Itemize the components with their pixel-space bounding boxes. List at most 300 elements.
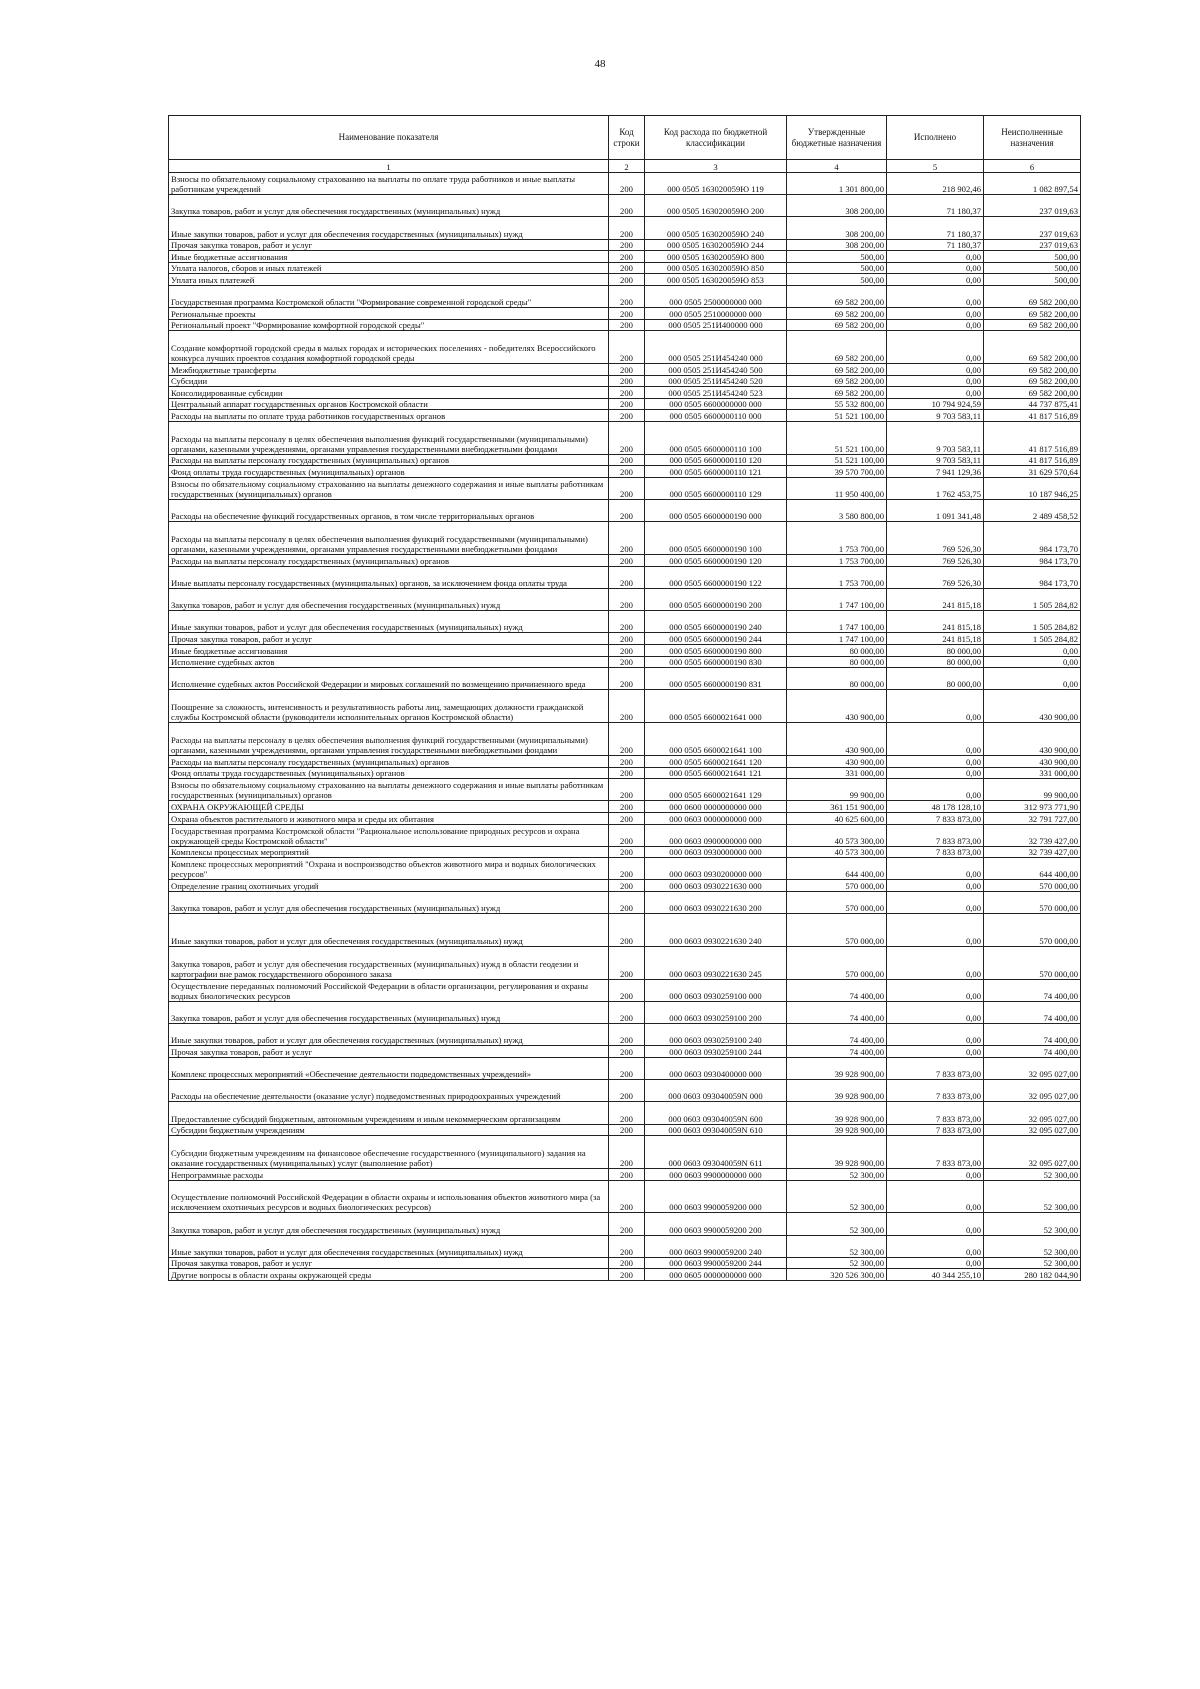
row-executed-amount: 241 815,18 (887, 611, 984, 633)
row-line-code: 200 (609, 454, 645, 466)
row-executed-amount: 0,00 (887, 387, 984, 399)
row-line-code: 200 (609, 668, 645, 690)
row-line-code: 200 (609, 1058, 645, 1080)
row-approved-amount: 1 747 100,00 (787, 611, 887, 633)
row-approved-amount: 69 582 200,00 (787, 308, 887, 320)
row-indicator-name: Определение границ охотничьих угодий (169, 880, 609, 892)
row-classification-code: 000 0603 0930221630 200 (645, 892, 787, 914)
row-indicator-name: Охрана объектов растительного и животного мира и среды их обитания (169, 812, 609, 824)
row-classification-code: 000 0505 6600000110 100 (645, 422, 787, 455)
table-row (169, 979, 1081, 1001)
row-unexecuted-amount: 69 582 200,00 (984, 308, 1081, 320)
row-unexecuted-amount: 32 095 027,00 (984, 1102, 1081, 1124)
row-classification-code: 000 0603 0900000000 000 (645, 824, 787, 846)
row-approved-amount: 308 200,00 (787, 195, 887, 217)
table-row (169, 387, 1081, 399)
table-row (169, 500, 1081, 522)
row-classification-code: 000 0505 2500000000 000 (645, 285, 787, 307)
row-executed-amount: 0,00 (887, 1002, 984, 1024)
row-approved-amount: 308 200,00 (787, 217, 887, 239)
header-indicator-name: Наименование показателя (169, 116, 609, 160)
row-line-code: 200 (609, 644, 645, 656)
row-unexecuted-amount: 0,00 (984, 668, 1081, 690)
row-executed-amount: 0,00 (887, 880, 984, 892)
row-approved-amount: 39 928 900,00 (787, 1080, 887, 1102)
row-indicator-name: Закупка товаров, работ и услуг для обеспечения государственных (муниципальных) нужд (169, 1213, 609, 1235)
row-line-code: 200 (609, 410, 645, 422)
row-classification-code: 000 0603 093040059N 610 (645, 1124, 787, 1136)
row-executed-amount: 71 180,37 (887, 239, 984, 251)
row-indicator-name: Государственная программа Костромской области "Рациональное использование природных ресурсов и охрана окружающей среды Костромской области" (169, 824, 609, 846)
row-classification-code: 000 0603 0930400000 000 (645, 1058, 787, 1080)
table-row (169, 1102, 1081, 1124)
row-classification-code: 000 0505 2510000000 000 (645, 308, 787, 320)
row-line-code: 200 (609, 801, 645, 813)
row-classification-code: 000 0603 0930259100 240 (645, 1024, 787, 1046)
table-row (169, 375, 1081, 387)
table-row (169, 1180, 1081, 1213)
row-classification-code: 000 0505 251И400000 000 (645, 319, 787, 331)
row-unexecuted-amount: 41 817 516,89 (984, 454, 1081, 466)
row-unexecuted-amount: 52 300,00 (984, 1180, 1081, 1213)
row-executed-amount: 0,00 (887, 723, 984, 756)
row-classification-code: 000 0603 0000000000 000 (645, 812, 787, 824)
header-budget-classification-code: Код расхода по бюджетной классификации (645, 116, 787, 160)
row-unexecuted-amount: 237 019,63 (984, 195, 1081, 217)
row-line-code: 200 (609, 846, 645, 858)
row-executed-amount: 218 902,46 (887, 173, 984, 195)
row-line-code: 200 (609, 217, 645, 239)
row-unexecuted-amount: 32 095 027,00 (984, 1136, 1081, 1169)
row-approved-amount: 39 928 900,00 (787, 1058, 887, 1080)
row-line-code: 200 (609, 824, 645, 846)
row-executed-amount: 0,00 (887, 858, 984, 880)
row-unexecuted-amount: 237 019,63 (984, 239, 1081, 251)
column-number: 2 (609, 160, 645, 173)
row-unexecuted-amount: 32 095 027,00 (984, 1080, 1081, 1102)
row-indicator-name: Расходы на обеспечение функций государственных органов, в том числе территориальных органов (169, 500, 609, 522)
row-unexecuted-amount: 52 300,00 (984, 1235, 1081, 1257)
row-unexecuted-amount: 52 300,00 (984, 1168, 1081, 1180)
row-executed-amount: 7 941 129,36 (887, 466, 984, 478)
row-executed-amount: 7 833 873,00 (887, 1136, 984, 1169)
row-approved-amount: 320 526 300,00 (787, 1269, 887, 1281)
row-classification-code: 000 0505 6600000190 800 (645, 644, 787, 656)
row-line-code: 200 (609, 466, 645, 478)
row-executed-amount: 7 833 873,00 (887, 846, 984, 858)
table-row (169, 319, 1081, 331)
row-approved-amount: 570 000,00 (787, 947, 887, 980)
row-approved-amount: 570 000,00 (787, 914, 887, 947)
row-approved-amount: 39 570 700,00 (787, 466, 887, 478)
row-line-code: 200 (609, 589, 645, 611)
row-approved-amount: 69 582 200,00 (787, 387, 887, 399)
table-header-row (169, 116, 1081, 160)
table-row (169, 690, 1081, 723)
row-unexecuted-amount: 0,00 (984, 644, 1081, 656)
row-approved-amount: 500,00 (787, 274, 887, 286)
row-classification-code: 000 0505 6600000110 121 (645, 466, 787, 478)
row-line-code: 200 (609, 1235, 645, 1257)
row-indicator-name: Закупка товаров, работ и услуг для обеспечения государственных (муниципальных) нужд (169, 195, 609, 217)
table-row (169, 633, 1081, 645)
row-approved-amount: 74 400,00 (787, 979, 887, 1001)
table-row (169, 1235, 1081, 1257)
row-approved-amount: 500,00 (787, 251, 887, 263)
row-line-code: 200 (609, 755, 645, 767)
row-unexecuted-amount: 237 019,63 (984, 217, 1081, 239)
row-approved-amount: 570 000,00 (787, 892, 887, 914)
row-approved-amount: 430 900,00 (787, 755, 887, 767)
row-executed-amount: 0,00 (887, 251, 984, 263)
table-row (169, 824, 1081, 846)
header-executed: Исполнено (887, 116, 984, 160)
table-row (169, 195, 1081, 217)
row-unexecuted-amount: 69 582 200,00 (984, 285, 1081, 307)
row-indicator-name: Субсидии (169, 375, 609, 387)
row-unexecuted-amount: 52 300,00 (984, 1213, 1081, 1235)
row-approved-amount: 39 928 900,00 (787, 1124, 887, 1136)
row-approved-amount: 11 950 400,00 (787, 478, 887, 500)
row-unexecuted-amount: 312 973 771,90 (984, 801, 1081, 813)
row-line-code: 200 (609, 251, 645, 263)
row-approved-amount: 361 151 900,00 (787, 801, 887, 813)
row-executed-amount: 0,00 (887, 892, 984, 914)
row-line-code: 200 (609, 723, 645, 756)
table-row (169, 466, 1081, 478)
row-classification-code: 000 0505 6600021641 000 (645, 690, 787, 723)
row-executed-amount: 241 815,18 (887, 589, 984, 611)
row-indicator-name: Расходы на выплаты персоналу в целях обеспечения выполнения функций государственными (муниципальными) органами, казенными учреждениями, органами управления государственными внебюджетными фондами (169, 522, 609, 555)
row-line-code: 200 (609, 690, 645, 723)
row-approved-amount: 69 582 200,00 (787, 364, 887, 376)
row-classification-code: 000 0505 251И454240 500 (645, 364, 787, 376)
row-approved-amount: 99 900,00 (787, 779, 887, 801)
row-classification-code: 000 0505 6600000190 831 (645, 668, 787, 690)
row-executed-amount: 9 703 583,11 (887, 454, 984, 466)
row-unexecuted-amount: 2 489 458,52 (984, 500, 1081, 522)
row-unexecuted-amount: 69 582 200,00 (984, 387, 1081, 399)
header-unexecuted: Неисполненные назначения (984, 116, 1081, 160)
row-executed-amount: 0,00 (887, 308, 984, 320)
row-executed-amount: 0,00 (887, 1213, 984, 1235)
row-executed-amount: 0,00 (887, 767, 984, 779)
row-indicator-name: Взносы по обязательному социальному страхованию на выплаты денежного содержания и иные выплаты работникам государственных (муниципальных) органов (169, 779, 609, 801)
row-executed-amount: 769 526,30 (887, 555, 984, 567)
row-executed-amount: 0,00 (887, 319, 984, 331)
row-indicator-name: Прочая закупка товаров, работ и услуг (169, 239, 609, 251)
row-classification-code: 000 0505 251И454240 000 (645, 331, 787, 364)
table-row (169, 1136, 1081, 1169)
row-executed-amount: 80 000,00 (887, 644, 984, 656)
row-indicator-name: Взносы по обязательному социальному страхованию на выплаты денежного содержания и иные выплаты работникам государственных (муниципальных) органов (169, 478, 609, 500)
row-indicator-name: Межбюджетные трансферты (169, 364, 609, 376)
table-row (169, 1213, 1081, 1235)
row-executed-amount: 0,00 (887, 262, 984, 274)
row-approved-amount: 430 900,00 (787, 690, 887, 723)
row-unexecuted-amount: 52 300,00 (984, 1257, 1081, 1269)
row-executed-amount: 7 833 873,00 (887, 1102, 984, 1124)
row-classification-code: 000 0603 9900059200 200 (645, 1213, 787, 1235)
row-indicator-name: Иные бюджетные ассигнования (169, 644, 609, 656)
table-row (169, 723, 1081, 756)
table-row (169, 274, 1081, 286)
row-classification-code: 000 0505 163020059Ю 244 (645, 239, 787, 251)
row-unexecuted-amount: 570 000,00 (984, 947, 1081, 980)
row-approved-amount: 74 400,00 (787, 1046, 887, 1058)
row-unexecuted-amount: 500,00 (984, 262, 1081, 274)
row-indicator-name: Осуществление переданных полномочий Российской Федерации в области организации, регулирования и охраны водных биологических ресурсов (169, 979, 609, 1001)
row-indicator-name: Другие вопросы в области охраны окружающей среды (169, 1269, 609, 1281)
row-indicator-name: Взносы по обязательному социальному страхованию на выплаты по оплате труда работников и иные выплаты работникам учреждений (169, 173, 609, 195)
row-unexecuted-amount: 984 173,70 (984, 522, 1081, 555)
row-approved-amount: 74 400,00 (787, 1024, 887, 1046)
table-row (169, 880, 1081, 892)
row-executed-amount: 7 833 873,00 (887, 1080, 984, 1102)
row-unexecuted-amount: 0,00 (984, 656, 1081, 668)
row-classification-code: 000 0505 6600000190 830 (645, 656, 787, 668)
row-line-code: 200 (609, 880, 645, 892)
row-indicator-name: Расходы на выплаты персоналу государственных (муниципальных) органов (169, 755, 609, 767)
table-row (169, 251, 1081, 263)
row-executed-amount: 0,00 (887, 779, 984, 801)
row-line-code: 200 (609, 1257, 645, 1269)
row-approved-amount: 69 582 200,00 (787, 319, 887, 331)
row-indicator-name: Комплексы процессных мероприятий (169, 846, 609, 858)
row-line-code: 200 (609, 892, 645, 914)
table-row (169, 331, 1081, 364)
row-executed-amount: 71 180,37 (887, 217, 984, 239)
row-unexecuted-amount: 32 095 027,00 (984, 1124, 1081, 1136)
row-indicator-name: Предоставление субсидий бюджетным, автономным учреждениям и иным некоммерческим организациям (169, 1102, 609, 1124)
row-classification-code: 000 0505 6600021641 129 (645, 779, 787, 801)
row-approved-amount: 39 928 900,00 (787, 1136, 887, 1169)
row-classification-code: 000 0505 251И454240 520 (645, 375, 787, 387)
row-unexecuted-amount: 74 400,00 (984, 1024, 1081, 1046)
row-approved-amount: 331 000,00 (787, 767, 887, 779)
row-line-code: 200 (609, 858, 645, 880)
row-approved-amount: 1 753 700,00 (787, 555, 887, 567)
row-classification-code: 000 0505 6600000190 120 (645, 555, 787, 567)
row-line-code: 200 (609, 767, 645, 779)
row-indicator-name: Расходы на выплаты персоналу государственных (муниципальных) органов (169, 454, 609, 466)
row-line-code: 200 (609, 1180, 645, 1213)
row-executed-amount: 7 833 873,00 (887, 1058, 984, 1080)
row-unexecuted-amount: 10 187 946,25 (984, 478, 1081, 500)
row-classification-code: 000 0505 251И454240 523 (645, 387, 787, 399)
row-approved-amount: 1 747 100,00 (787, 589, 887, 611)
table-row (169, 308, 1081, 320)
table-row (169, 858, 1081, 880)
column-number: 6 (984, 160, 1081, 173)
row-unexecuted-amount: 1 505 284,82 (984, 589, 1081, 611)
table-row (169, 422, 1081, 455)
row-line-code: 200 (609, 633, 645, 645)
row-line-code: 200 (609, 1213, 645, 1235)
row-classification-code: 000 0505 6600000190 240 (645, 611, 787, 633)
table-row (169, 1024, 1081, 1046)
row-indicator-name: Прочая закупка товаров, работ и услуг (169, 1046, 609, 1058)
table-row (169, 947, 1081, 980)
table-row (169, 555, 1081, 567)
row-classification-code: 000 0603 0930259100 244 (645, 1046, 787, 1058)
row-classification-code: 000 0505 6600021641 120 (645, 755, 787, 767)
table-row (169, 262, 1081, 274)
row-approved-amount: 39 928 900,00 (787, 1102, 887, 1124)
row-approved-amount: 1 301 800,00 (787, 173, 887, 195)
row-line-code: 200 (609, 779, 645, 801)
row-classification-code: 000 0505 6600000110 129 (645, 478, 787, 500)
row-classification-code: 000 0505 163020059Ю 850 (645, 262, 787, 274)
row-classification-code: 000 0505 6600000110 120 (645, 454, 787, 466)
row-line-code: 200 (609, 812, 645, 824)
table-row (169, 285, 1081, 307)
table-row (169, 846, 1081, 858)
row-unexecuted-amount: 430 900,00 (984, 755, 1081, 767)
row-executed-amount: 0,00 (887, 1180, 984, 1213)
row-unexecuted-amount: 430 900,00 (984, 690, 1081, 723)
row-approved-amount: 644 400,00 (787, 858, 887, 880)
row-unexecuted-amount: 41 817 516,89 (984, 422, 1081, 455)
row-unexecuted-amount: 31 629 570,64 (984, 466, 1081, 478)
row-classification-code: 000 0505 6600000190 000 (645, 500, 787, 522)
table-row (169, 1257, 1081, 1269)
row-line-code: 200 (609, 398, 645, 410)
row-executed-amount: 0,00 (887, 755, 984, 767)
row-approved-amount: 52 300,00 (787, 1168, 887, 1180)
row-line-code: 200 (609, 1046, 645, 1058)
row-approved-amount: 40 573 300,00 (787, 824, 887, 846)
column-number: 3 (645, 160, 787, 173)
column-number-row (169, 160, 1081, 173)
row-line-code: 200 (609, 239, 645, 251)
column-number: 4 (787, 160, 887, 173)
row-unexecuted-amount: 74 400,00 (984, 1002, 1081, 1024)
table-row (169, 522, 1081, 555)
row-indicator-name: Иные закупки товаров, работ и услуг для обеспечения государственных (муниципальных) нужд (169, 217, 609, 239)
row-unexecuted-amount: 1 082 897,54 (984, 173, 1081, 195)
table-row (169, 217, 1081, 239)
row-classification-code: 000 0605 0000000000 000 (645, 1269, 787, 1281)
row-unexecuted-amount: 570 000,00 (984, 892, 1081, 914)
row-approved-amount: 51 521 100,00 (787, 422, 887, 455)
row-classification-code: 000 0603 0930000000 000 (645, 846, 787, 858)
row-line-code: 200 (609, 566, 645, 588)
row-unexecuted-amount: 32 791 727,00 (984, 812, 1081, 824)
row-indicator-name: Региональный проект "Формирование комфортной городской среды" (169, 319, 609, 331)
row-indicator-name: Уплата налогов, сборов и иных платежей (169, 262, 609, 274)
row-line-code: 200 (609, 364, 645, 376)
row-executed-amount: 48 178 128,10 (887, 801, 984, 813)
row-indicator-name: Расходы на выплаты по оплате труда работников государственных органов (169, 410, 609, 422)
row-line-code: 200 (609, 914, 645, 947)
row-approved-amount: 80 000,00 (787, 644, 887, 656)
row-indicator-name: Прочая закупка товаров, работ и услуг (169, 1257, 609, 1269)
row-classification-code: 000 0505 6600021641 121 (645, 767, 787, 779)
row-classification-code: 000 0603 093040059N 600 (645, 1102, 787, 1124)
row-indicator-name: Субсидии бюджетным учреждениям (169, 1124, 609, 1136)
row-executed-amount: 0,00 (887, 375, 984, 387)
row-line-code: 200 (609, 656, 645, 668)
row-line-code: 200 (609, 1102, 645, 1124)
row-unexecuted-amount: 570 000,00 (984, 914, 1081, 947)
row-approved-amount: 74 400,00 (787, 1002, 887, 1024)
table-row (169, 1269, 1081, 1281)
row-unexecuted-amount: 984 173,70 (984, 555, 1081, 567)
table-row (169, 1080, 1081, 1102)
row-indicator-name: Иные закупки товаров, работ и услуг для обеспечения государственных (муниципальных) нужд (169, 611, 609, 633)
row-executed-amount: 0,00 (887, 690, 984, 723)
row-indicator-name: Консолидированные субсидии (169, 387, 609, 399)
column-number: 5 (887, 160, 984, 173)
table-row (169, 767, 1081, 779)
row-unexecuted-amount: 570 000,00 (984, 880, 1081, 892)
table-row (169, 1124, 1081, 1136)
row-line-code: 200 (609, 611, 645, 633)
table-row (169, 173, 1081, 195)
row-executed-amount: 7 833 873,00 (887, 812, 984, 824)
row-line-code: 200 (609, 173, 645, 195)
row-classification-code: 000 0505 6600000190 122 (645, 566, 787, 588)
row-indicator-name: Центральный аппарат государственных органов Костромской области (169, 398, 609, 410)
row-indicator-name: Исполнение судебных актов Российской Федерации и мировых соглашений по возмещению причиненного вреда (169, 668, 609, 690)
row-executed-amount: 1 762 453,75 (887, 478, 984, 500)
row-unexecuted-amount: 69 582 200,00 (984, 364, 1081, 376)
row-executed-amount: 0,00 (887, 1235, 984, 1257)
table-row (169, 478, 1081, 500)
row-approved-amount: 430 900,00 (787, 723, 887, 756)
row-executed-amount: 0,00 (887, 1024, 984, 1046)
table-row (169, 656, 1081, 668)
row-line-code: 200 (609, 1269, 645, 1281)
row-unexecuted-amount: 69 582 200,00 (984, 375, 1081, 387)
row-executed-amount: 0,00 (887, 914, 984, 947)
row-indicator-name: Расходы на выплаты персоналу государственных (муниципальных) органов (169, 555, 609, 567)
row-line-code: 200 (609, 195, 645, 217)
row-line-code: 200 (609, 262, 645, 274)
row-unexecuted-amount: 1 505 284,82 (984, 633, 1081, 645)
table-row (169, 914, 1081, 947)
row-unexecuted-amount: 74 400,00 (984, 1046, 1081, 1058)
row-indicator-name: Фонд оплаты труда государственных (муниципальных) органов (169, 767, 609, 779)
row-executed-amount: 80 000,00 (887, 656, 984, 668)
budget-execution-table (168, 115, 1081, 1281)
row-classification-code: 000 0603 093040059N 611 (645, 1136, 787, 1169)
row-unexecuted-amount: 32 739 427,00 (984, 846, 1081, 858)
row-line-code: 200 (609, 947, 645, 980)
row-indicator-name: Закупка товаров, работ и услуг для обеспечения государственных (муниципальных) нужд (169, 892, 609, 914)
row-indicator-name: Иные бюджетные ассигнования (169, 251, 609, 263)
row-unexecuted-amount: 430 900,00 (984, 723, 1081, 756)
row-line-code: 200 (609, 387, 645, 399)
row-indicator-name: Иные закупки товаров, работ и услуг для обеспечения государственных (муниципальных) нужд (169, 914, 609, 947)
table-row (169, 410, 1081, 422)
row-indicator-name: Расходы на выплаты персоналу в целях обеспечения выполнения функций государственными (муниципальными) органами, казенными учреждениями, органами управления государственными внебюджетными фондами (169, 422, 609, 455)
page-number: 48 (594, 58, 606, 70)
row-approved-amount: 3 580 800,00 (787, 500, 887, 522)
row-executed-amount: 0,00 (887, 364, 984, 376)
row-approved-amount: 500,00 (787, 262, 887, 274)
row-indicator-name: Поощрение за сложность, интенсивность и результативность работы лиц, замещающих должности гражданской службы Костромской области (руководители исполнительных органов Костромской области) (169, 690, 609, 723)
table-row (169, 1168, 1081, 1180)
row-executed-amount: 7 833 873,00 (887, 824, 984, 846)
table-row (169, 644, 1081, 656)
table-row (169, 892, 1081, 914)
row-indicator-name: Иные выплаты персоналу государственных (муниципальных) органов, за исключением фонда оплаты труда (169, 566, 609, 588)
row-indicator-name: Непрограммные расходы (169, 1168, 609, 1180)
row-executed-amount: 0,00 (887, 979, 984, 1001)
column-number: 1 (169, 160, 609, 173)
